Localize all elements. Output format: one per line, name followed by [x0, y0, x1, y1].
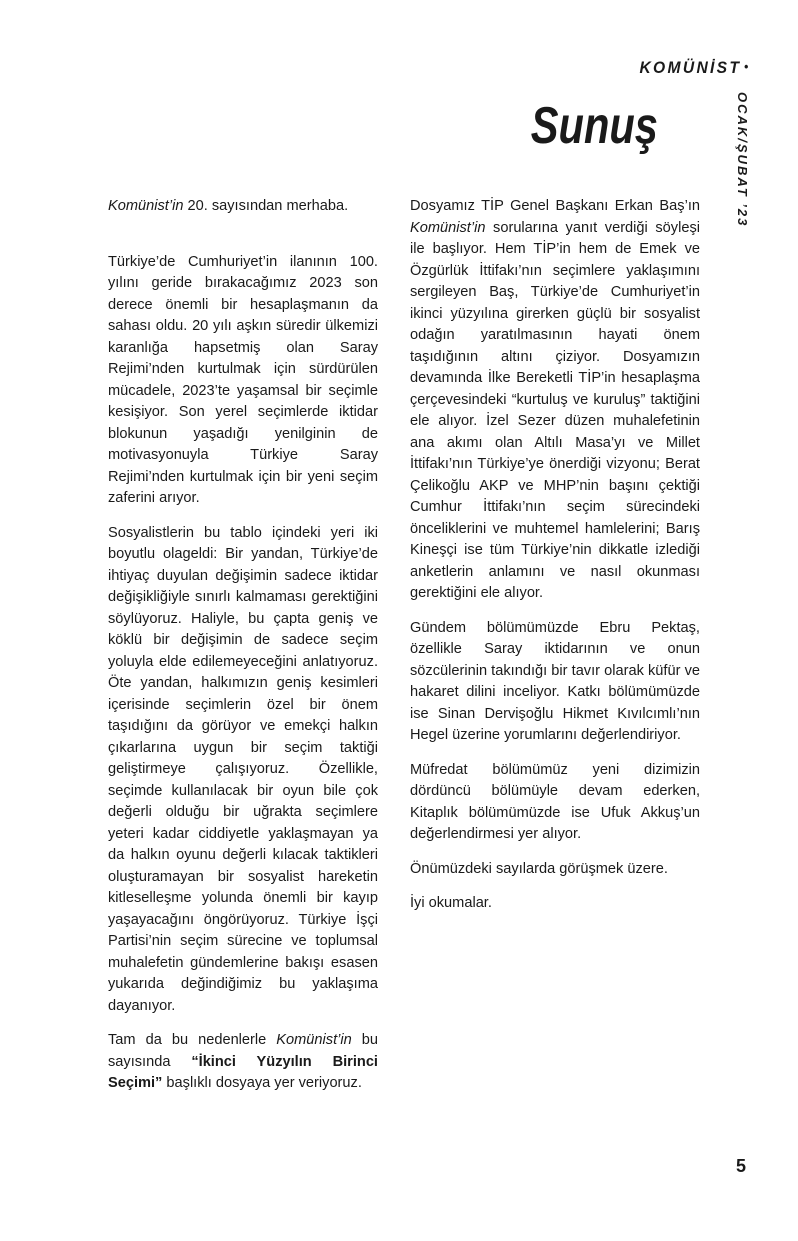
article-body: [108, 196, 700, 1108]
paragraph: [410, 859, 700, 881]
text-segment: İyi okumalar.: [410, 895, 492, 911]
paragraph: [410, 893, 700, 915]
paragraph: [410, 196, 700, 605]
text-segment: Komünist’in: [108, 198, 184, 214]
text-segment: Tam da bu nedenlerle: [108, 1032, 277, 1048]
section-title: Sunuş: [530, 97, 658, 155]
text-segment: “İkinci Yüzyılın Birinci Seçimi”: [108, 1053, 378, 1091]
text-segment: bu sayısında: [108, 1032, 378, 1070]
page-number: 5: [735, 1156, 746, 1176]
paragraph: [410, 760, 700, 846]
text-segment: Komünist’in: [276, 1032, 352, 1048]
text-segment: sorularına yanıt verdiği söyleşi ile başlıyor. Hem TİP’in hem de Emek ve Özgürlük İttifakı’nın seçimlere yaklaşımını sergileyen Baş, Türkiye’de Cumhuriyet’in ikinci yüzyılına girerken güçlü bir sosyalist odağın yaratılmasının hayati önem taşıdığının altını çiziyor. Dosyamızın devamında İlke Bereketli TİP’in hesaplaşma çerçevesindeki “kurtuluş ve kuruluş” taktiğini ele alıyor. İzel Sezer düzen muhalefetinin ana akımı olan Altılı Masa’yı ve Millet İttifakı’nın Türkiye’ye önerdiği vizyonu; Berat Çelikoğlu AKP ve MHP’nin başını çektiği Cumhur İttifakı’nın seçim sürecindeki önceliklerini ve muhtemel hamlelerini; Barış Kineşçi ise tüm Türkiye’nin dikkatle izlediği anketlerin anlamını ve nasıl okunması gerektiğini ele alıyor.: [410, 219, 700, 601]
paragraph: [108, 252, 378, 510]
text-segment: başlıklı dosyaya yer veriyoruz.: [162, 1075, 362, 1091]
paragraph: [108, 1030, 378, 1095]
text-segment: Komünist’in: [410, 219, 486, 236]
paragraph: [410, 618, 700, 747]
text-segment: 20. sayısından merhaba.: [183, 198, 349, 214]
right-column: [410, 196, 700, 1108]
text-segment: Gündem bölümümüzde Ebru Pektaş, özellikle Saray iktidarının ve onun sözcülerinin takındığı bir tavır olarak küfür ve hakaret dilini inceliyor. Katkı bölümümüzde ise Sinan Dervişoğlu Hikmet Kıvılcımlı’nın Hegel üzerine yorumlarını değerlendiriyor.: [410, 619, 700, 743]
magazine-title: KOMÜNİST: [639, 58, 742, 77]
issue-date-vertical: OCAK/ŞUBAT ’23: [735, 92, 750, 228]
text-segment: Türkiye’de Cumhuriyet’in ilanının 100. yılını geride bırakacağımız 2023 son derece önemli bir hesaplaşmanın da sahası oldu. 20 yılı aşkın süredir ülkemizi karanlığa hapsetmiş olan Saray Rejimi’nden kurtulmak için sürdürülen mücadele, 2023’te yaşamsal bir seçimle kesişiyor. Son yerel seçimlerde iktidar blokunun yaşadığı yenilginin de motivasyonuyla Türkiye Saray Rejimi’nden kurtulmak için bir yeni seçim zaferini arıyor.: [108, 253, 378, 506]
text-segment: Önümüzdeki sayılarda görüşmek üzere.: [410, 860, 668, 877]
masthead: [639, 58, 748, 78]
text-segment: Dosyamız TİP Genel Başkanı Erkan Baş’ın: [410, 198, 700, 214]
masthead-bullet-icon: •: [743, 59, 748, 74]
paragraph: [108, 523, 378, 1018]
text-segment: Sosyalistlerin bu tablo içindeki yeri iki boyutlu olageldi: Bir yandan, Türkiye’de ihtiyaç duyulan değişimin sadece iktidar değişikliğiyle sınırlı kalmaması gerektiğini söylüyoruz. Haliyle, bu çapta geniş ve köklü bir değişimin de sadece seçim yoluyla elde edilemeyeceğini anlatıyoruz. Öte yandan, halkımızın geniş kesimleri içerisinde seçimlerin özel bir önem taşıdığını da görüyor ve emekçi halkın çıkarlarına uygun bir seçim taktiği geliştirmeye çalışıyoruz. Özellikle, seçimde kullanılacak bir oyun bile çok değerli olduğu bir uğrakta seçimlere yeteri kadar ciddiyetle yaklaşmayan ya da halkın oyunu değerli kılacak taktikleri oluşturamayan bir sosyalist hareketin kitleselleşme yolunda önemli bir kayıp yaşayacağını öngörüyoruz. Türkiye İşçi Partisi’nin seçim sürecine ve toplumsal muhalefetin gündemlerine bakışı esasen yukarıda değindiğimiz bu yaklaşıma dayanıyor.: [108, 524, 378, 1014]
left-column: [108, 196, 378, 1108]
paragraph: [108, 196, 378, 218]
text-segment: Müfredat bölümümüz yeni dizimizin dördüncü bölümüyle devam ederken, Kitaplık bölümümüzde ise Ufuk Akkuş’un değerlendirmesi yer alıyor.: [410, 761, 700, 842]
